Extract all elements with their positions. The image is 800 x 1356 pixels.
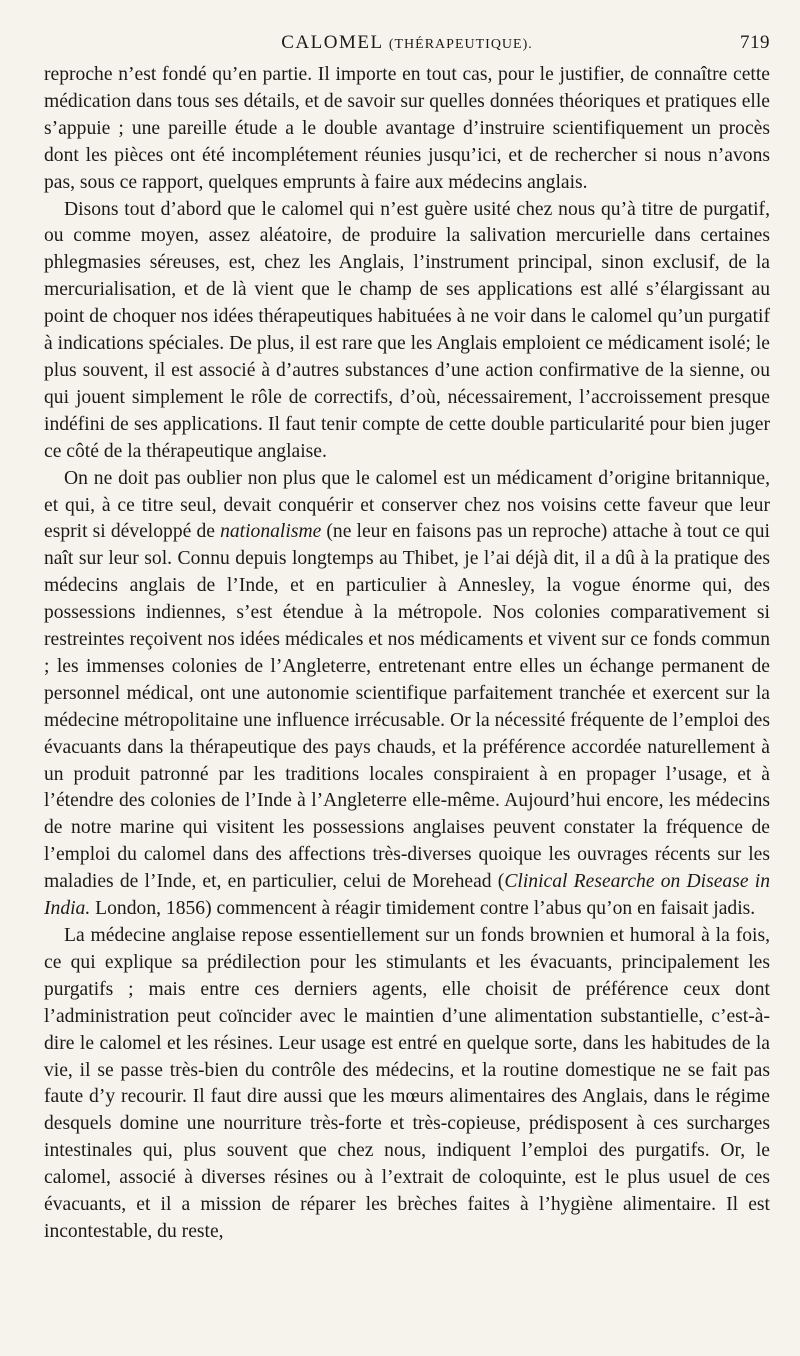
paragraph-2: Disons tout d’abord que le calomel qui n’est guère usité chez nous qu’à titre de purgatif, ou comme moyen, assez aléatoire, de produire la salivation mercurielle dans certaines phlegmasies séreuses, est, chez les Anglais, l’instrument principal, sinon exclusif, de la mercurialisation, et de là vient que le champ de ses applications est allé s’élargissant au point de choquer nos idées thérapeutiques habituées à ne voir dans le calomel qu’un purgatif à indications spéciales. De plus, il est rare que les Anglais emploient ce médicament isolé; le plus souvent, il est associé à d’autres substances d’une action confirmative de la sienne, ou qui jouent simplement le rôle de correctifs, d’où, nécessairement, l’accroissement presque indéfini de ses applications. Il faut tenir compte de cette double particularité pour bien juger ce côté de la thérapeutique anglaise.: [44, 198, 770, 462]
paragraph-1: reproche n’est fondé qu’en partie. Il importe en tout cas, pour le justifier, de connaître cette médication dans tous ses détails, et de savoir sur quelles données théoriques et pratiques elle s’appuie ; une pareille étude a le double avantage d’instruire scientifiquement un procès dont les pièces ont été incomplétement réunies jusqu’ici, et de rechercher si nous n’avons pas, sous ce rapport, quelques emprunts à faire aux médecins anglais.: [44, 64, 770, 193]
paragraph-3-part-1: On ne doit pas oublier non plus que le calomel est un médicament d’origine britannique, et qui, à ce titre seul, devait conquérir et conserver chez nos voisins cette faveur que leur esprit si développé de: [44, 467, 770, 543]
paragraph-4: La médecine anglaise repose essentiellement sur un fonds brownien et humoral à la fois, ce qui explique sa prédilection pour les stimulants et les évacuants, principalement les purgatifs ; mais entre ces derniers agents, elle choisit de préférence ceux dont l’administration peut coïncider avec le maintien d’une alimentation substantielle, c’est-à-dire le calomel et les résines. Leur usage est entré en quelque sorte, dans les habitudes de la vie, il se passe très-bien du contrôle des médecins, et la routine domestique ne se fait pas faute d’y recourir. Il faut dire aussi que les mœurs alimentaires des Anglais, dans le régime desquels domine une nourriture très-forte et très-copieuse, prédisposent à ces surcharges intestinales qui, plus souvent que chez nous, indiquent l’emploi des purgatifs. Or, le calomel, associé à diverses résines ou à l’extrait de coloquinte, est le plus usuel de ces évacuants, et il a mission de réparer les brèches faites à l’hygiène alimentaire. Il est incontestable, du reste,: [44, 925, 770, 1242]
running-title: [44, 32, 770, 54]
running-header: [44, 28, 770, 62]
paragraph-3: [44, 466, 770, 923]
page-number: 719: [740, 32, 770, 53]
running-title-main: CALOMEL: [281, 32, 384, 53]
body-text: [44, 62, 770, 1246]
emphasis-nationalisme: nationalisme: [220, 521, 322, 543]
paragraph-3-part-3: London, 1856) commencent à réagir timidement contre l’abus qu’on en faisait jadis.: [90, 898, 756, 920]
running-title-sub: (THÉRAPEUTIQUE).: [388, 37, 533, 52]
paragraph-3-part-2: (ne leur en faisons pas un reproche) attache à tout ce qui naît sur leur sol. Connu depuis longtemps au Thibet, je l’ai déjà dit, il a dû à la pratique des médecins anglais de l’Inde, et en particulier à Annesley, la vogue énorme qui, des possessions indiennes, s’est étendue à la métropole. Nos colonies comparativement si restreintes reçoivent nos idées médicales et nos médicaments et vivent sur ce fonds commun ; les immenses colonies de l’Angleterre, entretenant entre elles un échange permanent de personnel médical, ont une autonomie scientifique parfaitement tranchée et exercent sur la médecine métropolitaine une influence irrécusable. Or la nécessité fréquente de l’emploi des évacuants dans la thérapeutique des pays chauds, et la préférence accordée naturellement à un produit patronné par les traditions locales conspiraient à en propager l’usage, et à l’étendre des colonies de l’Inde à l’Angleterre elle-même. Aujourd’hui encore, les médecins de notre marine qui visitent les possessions anglaises peuvent constater la fréquence de l’emploi du calomel dans des affections très-diverses quoique les ouvrages récents sur les maladies de l’Inde, et, en particulier, celui de Morehead (: [44, 521, 770, 893]
emphasis-book-title: Clinical Researche on Disease in India.: [44, 871, 770, 920]
